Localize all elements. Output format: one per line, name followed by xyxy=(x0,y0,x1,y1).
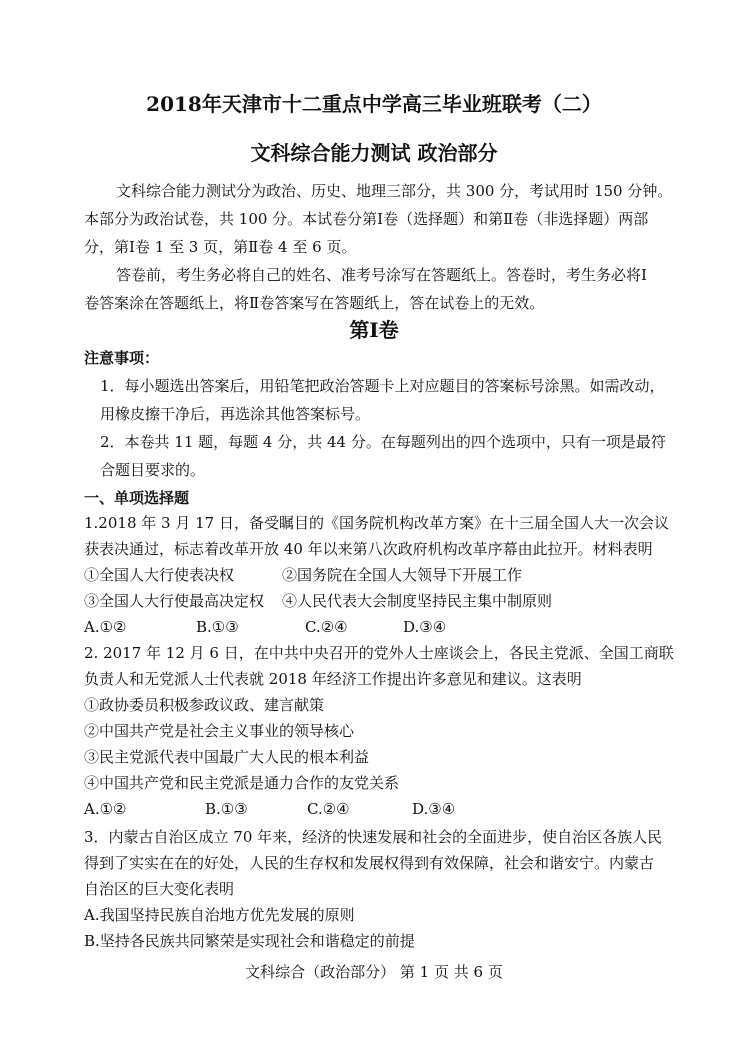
question-3-line-1: 3．内蒙古自治区成立 70 年来，经济的快速发展和社会的全面进步，使自治区各族人民 xyxy=(84,828,663,846)
question-1-option-a: A.①② xyxy=(84,618,127,636)
question-2-statement-4: ④中国共产党和民主党派是通力合作的友党关系 xyxy=(84,774,400,792)
question-3-option-b: B.坚持各民族共同繁荣是实现社会和谐稳定的前提 xyxy=(84,932,415,950)
question-1-statement-4: ④人民代表大会制度坚持民主集中制原则 xyxy=(282,592,553,610)
intro-paragraph-2-line-2: 卷答案涂在答题纸上，将Ⅱ卷答案写在答题纸上，答在试卷上的无效。 xyxy=(84,294,545,312)
note-2-line-1: 2．本卷共 11 题，每题 4 分，共 44 分。在每题列出的四个选项中，只有一项是最符 xyxy=(100,433,666,451)
question-2-option-d: D.③④ xyxy=(412,800,456,818)
question-1-option-c: C.②④ xyxy=(305,618,348,636)
part-heading: 一、单项选择题 xyxy=(84,489,190,507)
question-2-statement-2: ②中国共产党是社会主义事业的领导核心 xyxy=(84,722,355,740)
question-1-option-b: B.①③ xyxy=(196,618,239,636)
question-1-line-2: 获表决通过，标志着改革开放 40 年以来第八次政府机构改革序幕由此拉开。材料表明 xyxy=(84,540,653,558)
question-1-line-1: 1.2018 年 3 月 17 日，备受瞩目的《国务院机构改革方案》在十三届全国人大一次会议 xyxy=(84,514,669,532)
question-2-option-a: A.①② xyxy=(84,800,127,818)
question-1-statement-3: ③全国人大行使最高决定权 xyxy=(84,592,265,610)
intro-paragraph-2-line-1: 答卷前，考生务必将自己的姓名、准考号涂写在答题纸上。答卷时，考生务必将Ⅰ xyxy=(116,266,647,284)
question-2-option-b: B.①③ xyxy=(205,800,248,818)
question-2-statement-1: ①政协委员积极参政议政、建言献策 xyxy=(84,696,325,714)
exam-title: 2018年天津市十二重点中学高三毕业班联考（二） xyxy=(146,92,602,116)
note-1-line-1: 1．每小题选出答案后，用铅笔把政治答题卡上对应题目的答案标号涂黑。如需改动， xyxy=(100,377,665,395)
question-1-statement-2: ②国务院在全国人大领导下开展工作 xyxy=(282,566,523,584)
exam-subtitle: 文科综合能力测试 政治部分 xyxy=(250,141,498,165)
question-3-option-a: A.我国坚持民族自治地方优先发展的原则 xyxy=(84,906,355,924)
question-1-option-d: D.③④ xyxy=(403,618,447,636)
question-3-line-3: 自治区的巨大变化表明 xyxy=(84,880,235,898)
question-2-statement-3: ③民主党派代表中国最广大人民的根本利益 xyxy=(84,748,370,766)
section-title: 第Ⅰ卷 xyxy=(349,318,399,342)
page-footer: 文科综合（政治部分） 第 1 页 共 6 页 xyxy=(245,963,503,981)
question-1-statement-1: ①全国人大行使表决权 xyxy=(84,566,235,584)
question-3-line-2: 得到了实实在在的好处，人民的生存权和发展权得到有效保障，社会和谐安宁。内蒙古 xyxy=(84,854,655,872)
question-2-line-1: 2. 2017 年 12 月 6 日，在中共中央召开的党外人士座谈会上，各民主党派、全国工商联 xyxy=(84,644,674,662)
notes-heading: 注意事项： xyxy=(84,349,160,367)
question-2-option-c: C.②④ xyxy=(307,800,350,818)
intro-paragraph-1-line-1: 文科综合能力测试分为政治、历史、地理三部分，共 300 分，考试用时 150 分钟。 xyxy=(116,182,673,200)
question-2-line-2: 负责人和无党派人士代表就 2018 年经济工作提出许多意见和建议。这表明 xyxy=(84,670,582,688)
intro-paragraph-1-line-3: 分，第Ⅰ卷 1 至 3 页，第Ⅱ卷 4 至 6 页。 xyxy=(84,238,357,256)
note-1-line-2: 用橡皮擦干净后，再选涂其他答案标号。 xyxy=(100,405,371,423)
note-2-line-2: 合题目要求的。 xyxy=(100,461,206,479)
intro-paragraph-1-line-2: 本部分为政治试卷，共 100 分。本试卷分第Ⅰ卷（选择题）和第Ⅱ卷（非选择题）两部 xyxy=(84,210,649,228)
